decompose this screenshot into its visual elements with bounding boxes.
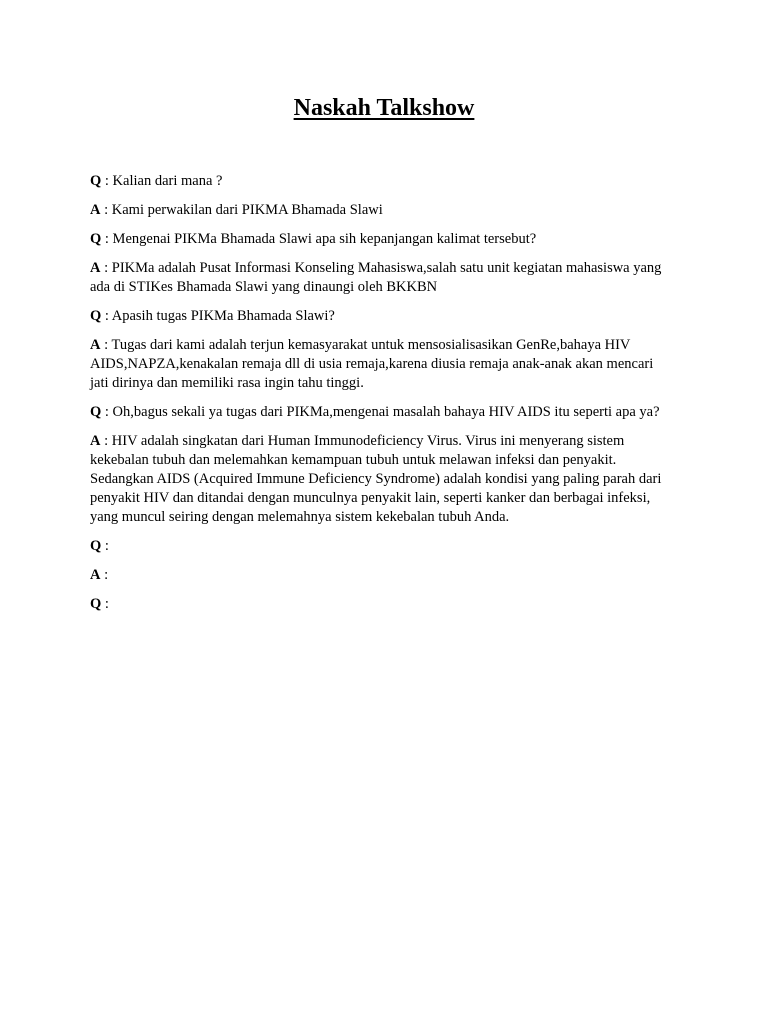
qa-line	[90, 432, 668, 527]
qa-tag: A	[90, 337, 101, 353]
qa-tag: Q	[90, 404, 102, 420]
qa-tag: Q	[90, 231, 102, 247]
qa-line	[90, 336, 668, 393]
qa-tag: A	[90, 433, 101, 449]
qa-line	[90, 537, 668, 556]
document-title: Naskah Talkshow	[293, 95, 475, 121]
qa-text: :	[101, 596, 109, 612]
qa-line	[90, 566, 668, 585]
qa-line	[90, 201, 668, 220]
qa-tag: Q	[90, 173, 102, 189]
qa-text: :	[100, 567, 109, 583]
qa-text: : Mengenai PIKMa Bhamada Slawi apa sih kepanjangan kalimat tersebut?	[101, 231, 537, 247]
qa-text: : Oh,bagus sekali ya tugas dari PIKMa,mengenai masalah bahaya HIV AIDS itu seperti apa ya?	[101, 404, 660, 420]
qa-line	[90, 259, 668, 297]
qa-tag: A	[90, 202, 101, 218]
qa-line	[90, 230, 668, 249]
qa-text: : Kami perwakilan dari PIKMA Bhamada Slawi	[100, 202, 383, 218]
qa-text: : PIKMa adalah Pusat Informasi Konseling Mahasiswa,salah satu unit kegiatan mahasiswa yang ada di STIKes Bhamada Slawi yang dinaungi oleh BKKBN	[90, 260, 662, 295]
qa-line	[90, 403, 668, 422]
qa-tag: A	[90, 567, 101, 583]
qa-tag: Q	[90, 596, 102, 612]
qa-text: :	[101, 538, 109, 554]
qa-tag: Q	[90, 308, 102, 324]
qa-tag: A	[90, 260, 101, 276]
qa-text: : Kalian dari mana ?	[101, 173, 223, 189]
qa-text: : Tugas dari kami adalah terjun kemasyarakat untuk mensosialisasikan GenRe,bahaya HIV AIDS,NAPZA,kenakalan remaja dll di usia remaja,karena diusia remaja anak-anak akan mencari jati dirinya dan memiliki rasa ingin tahu tinggi.	[90, 337, 654, 391]
qa-text: : Apasih tugas PIKMa Bhamada Slawi?	[101, 308, 335, 324]
qa-line	[90, 307, 668, 326]
qa-line	[90, 595, 668, 614]
qa-tag: Q	[90, 538, 102, 554]
qa-line	[90, 172, 668, 191]
qa-text: : HIV adalah singkatan dari Human Immunodeficiency Virus. Virus ini menyerang sistem kekebalan tubuh dan melemahkan kemampuan tubuh untuk melawan infeksi dan penyakit. Sedangkan AIDS (Acquired Immune Deficiency Syndrome) adalah kondisi yang paling parah dari penyakit HIV dan ditandai dengan munculnya penyakit lain, seperti kanker dan berbagai infeksi, yang muncul seiring dengan melemahnya sistem kekebalan tubuh Anda.	[90, 433, 662, 525]
